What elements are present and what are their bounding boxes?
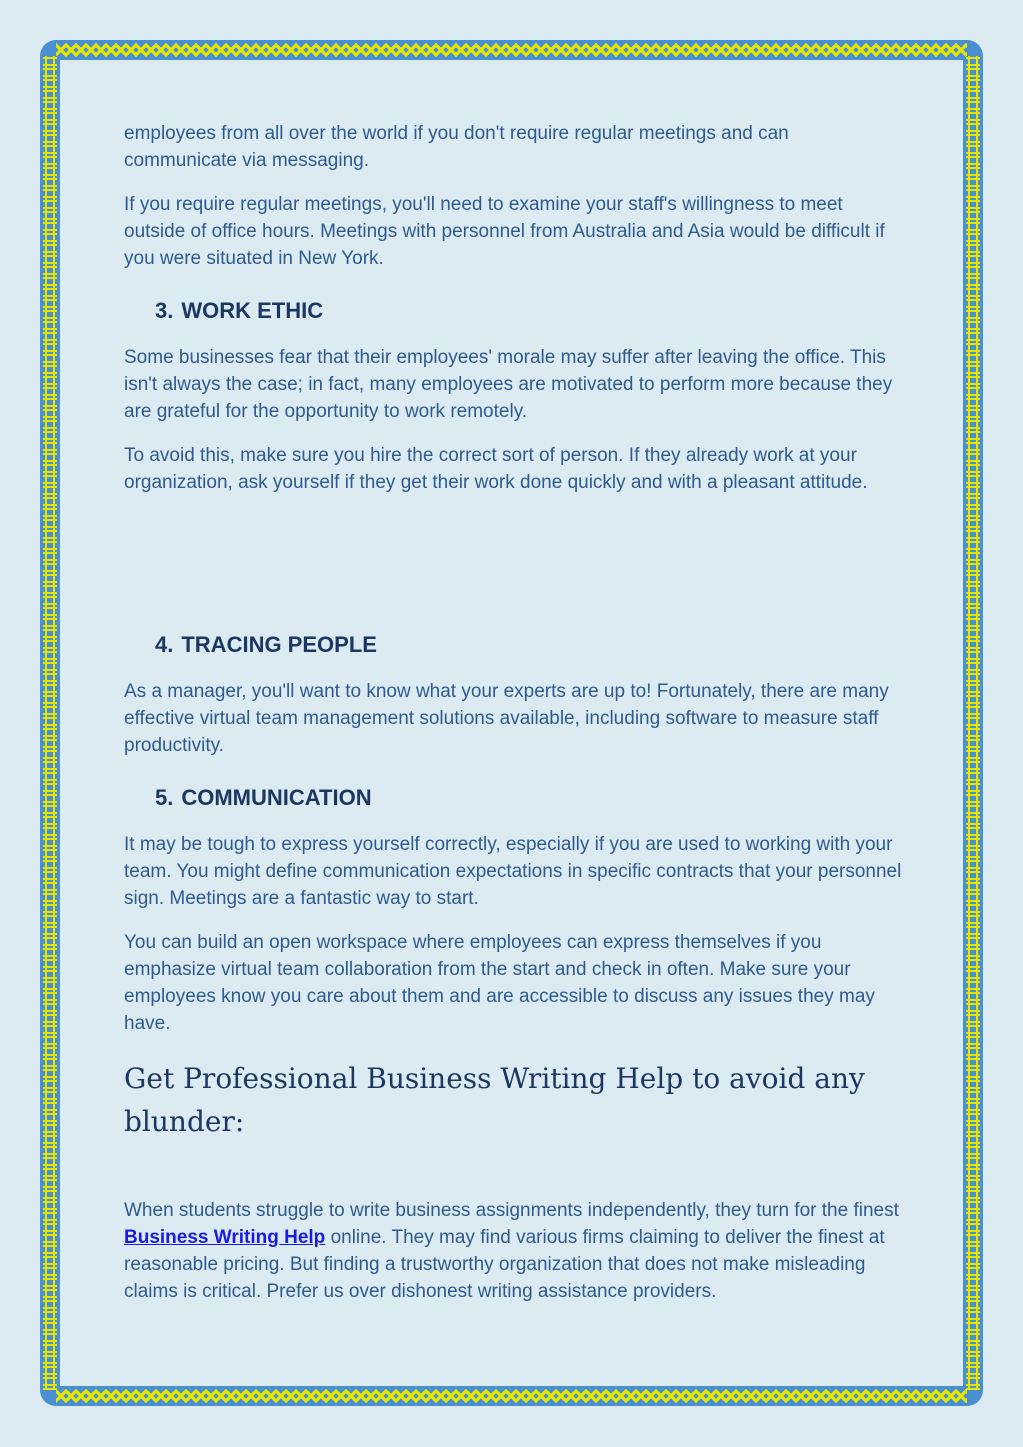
spacer — [124, 513, 904, 606]
section-title: TRACING PEOPLE — [181, 632, 377, 657]
paragraph-text: online. They may find various firms claiming to deliver the finest at reasonable pricing. But finding a trustworthy organization that does not make misleading claims is critical. Prefer us over dishonest writing assistance providers. — [124, 1227, 885, 1302]
document-content — [124, 120, 904, 1322]
section-number: 5. — [155, 785, 174, 810]
section-number: 3. — [155, 298, 174, 323]
section-number: 4. — [155, 632, 174, 657]
paragraph: You can build an open workspace where employees can express themselves if you emphasize virtual team collaboration from the start and check in often. Make sure your employees know you care about them and are accessible to discuss any issues they may have. — [124, 932, 875, 1034]
section-heading-work-ethic — [155, 298, 904, 324]
business-writing-help-link[interactable]: Business Writing Help — [124, 1227, 326, 1248]
paragraph: employees from all over the world if you don't require regular meetings and can communicate via messaging. — [124, 123, 789, 171]
paragraph: It may be tough to express yourself correctly, especially if you are used to working with your team. You might define communication expectations in specific contracts that your personnel sign. Meetings are a fantastic way to start. — [124, 834, 902, 909]
paragraph-with-link — [124, 1197, 904, 1305]
section-heading-tracing-people — [155, 632, 904, 658]
paragraph: Some businesses fear that their employees' morale may suffer after leaving the office. This isn't always the case; in fact, many employees are motivated to perform more because they are grateful for the opportunity to work remotely. — [124, 347, 893, 422]
border-strip-left — [43, 56, 57, 1390]
section-title: WORK ETHIC — [181, 298, 324, 323]
paragraph: If you require regular meetings, you'll need to examine your staff's willingness to meet outside of office hours. Meetings with personnel from Australia and Asia would be difficult if you were situated in New York. — [124, 194, 885, 269]
border-strip-right — [966, 56, 980, 1390]
border-strip-bottom — [56, 1389, 967, 1403]
promo-heading: Get Professional Business Writing Help to avoid any blunder: — [124, 1062, 865, 1138]
border-strip-top — [56, 43, 967, 57]
section-title: COMMUNICATION — [181, 785, 372, 810]
section-heading-communication — [155, 785, 904, 811]
paragraph-text: When students struggle to write business assignments independently, they turn for the finest — [124, 1200, 899, 1221]
paragraph: As a manager, you'll want to know what your experts are up to! Fortunately, there are many effective virtual team management solutions available, including software to measure staff productivity. — [124, 681, 889, 756]
paragraph: To avoid this, make sure you hire the correct sort of person. If they already work at your organization, ask yourself if they get their work done quickly and with a pleasant attitude. — [124, 445, 868, 493]
